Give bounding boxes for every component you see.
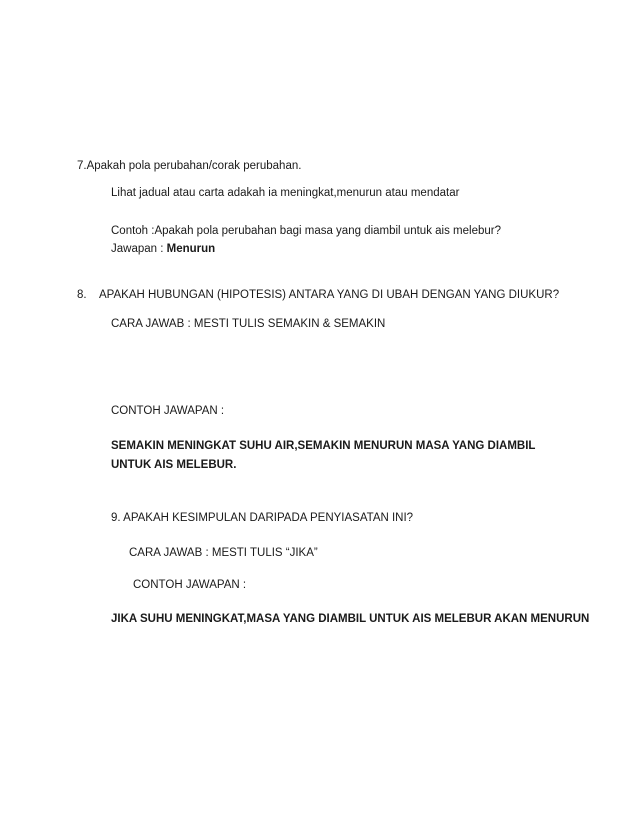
q7-answer-value: Menurun [166, 243, 216, 255]
q8-example-answer: SEMAKIN MENINGKAT SUHU AIR,SEMAKIN MENURUN MASA YANG DIAMBIL UNTUK AIS MELEBUR. [111, 440, 536, 471]
q8-method: CARA JAWAB : MESTI TULIS SEMAKIN & SEMAKIN [111, 318, 386, 330]
q8-heading: APAKAH HUBUNGAN (HIPOTESIS) ANTARA YANG DI UBAH DENGAN YANG DIUKUR? [99, 289, 560, 301]
q7-heading: 7.Apakah pola perubahan/corak perubahan. [77, 160, 302, 172]
q9-method: CARA JAWAB : MESTI TULIS “JIKA” [129, 547, 318, 559]
q9-example-answer: JIKA SUHU MENINGKAT,MASA YANG DIAMBIL UNTUK AIS MELEBUR AKAN MENURUN [111, 613, 590, 625]
q7-hint: Lihat jadual atau carta adakah ia meningkat,menurun atau mendatar [111, 187, 460, 199]
q7-answer-label: Jawapan : [111, 243, 167, 255]
q7-example-question: Contoh :Apakah pola perubahan bagi masa yang diambil untuk ais melebur? [111, 225, 501, 237]
q8-example-label: CONTOH JAWAPAN : [111, 405, 225, 417]
q8-number: 8. [77, 289, 87, 301]
q7-answer [111, 241, 215, 257]
q9-example-label: CONTOH JAWAPAN : [133, 579, 247, 591]
q9-heading: 9. APAKAH KESIMPULAN DARIPADA PENYIASATAN INI? [111, 512, 414, 524]
